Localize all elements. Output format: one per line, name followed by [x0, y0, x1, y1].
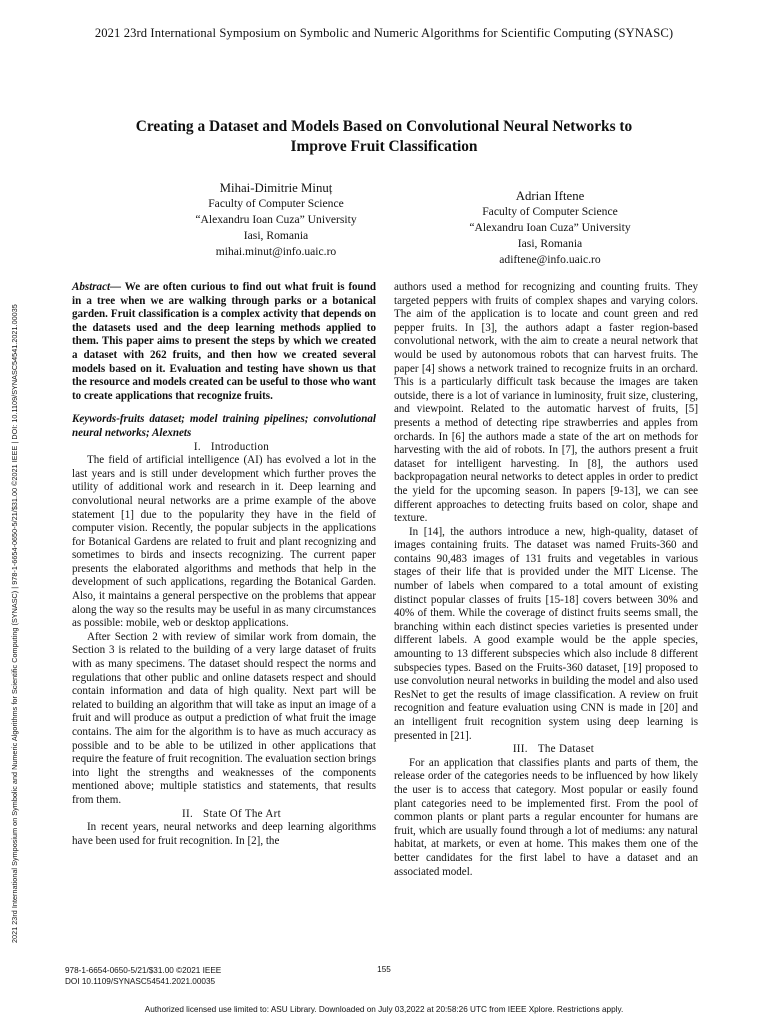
- abstract-text: We are often curious to find out what fruit is found in a tree when we are walking through parks or a botanical garden. Fruit classification is a complex activity that depends on the datasets used and the deep learning methods applied to them. This paper aims to present the steps by which we created a dataset with 262 fruits, and then how we created several models based on it. Evaluation and testing have shown us that the resource and models created can be useful to those who want to create applications that recognize fruits.: [72, 281, 376, 402]
- author-city: Iasi, Romania: [243, 229, 309, 242]
- state-of-art-paragraph: In recent years, neural networks and deep learning algorithms have been used for fruit recognition. In [2], the: [72, 821, 376, 847]
- abstract-label: Abstract—: [72, 281, 122, 293]
- state-of-art-paragraph: In [14], the authors introduce a new, high-quality, dataset of images containing fruits. The dataset was named Fruits-360 and contains 90,483 images of 131 fruits and vegetables in various stages of their life that is provided under the MIT License. The number of labels when compared to a total amount of existing distinct popular classes of fruits [15-18] covers between 30% and 40% of them. While the coverage of distinct fruits seems small, the branching within each distinct species varieties is presented under different labels. A good example would be the apple species, amounting to 13 different subspecies which also include 8 different subspecies types. Based on the Fruits-360 dataset, [19] proposed to use convolution neural networks in building the model and also used ResNet to get the results of image classification. A review on fruit recognition and feature evaluation using CNN is made in [20] and an intelligent fruit recognition system using deep learning is presented in [21].: [394, 525, 698, 742]
- conference-header: 2021 23rd International Symposium on Symbolic and Numeric Algorithms for Scientific Computing (SYNASC): [94, 26, 674, 40]
- author-name: Adrian Iftene: [515, 189, 585, 203]
- author-block-1: [136, 180, 416, 260]
- section-heading-dataset: [394, 743, 698, 757]
- author-affiliation: Faculty of Computer Science: [482, 205, 618, 218]
- author-block-2: [410, 188, 690, 268]
- intro-paragraph: After Section 2 with review of similar work from domain, the Section 3 is related to the building of a very large dataset of fruits with as many specimens. The dataset should respect the norms and regulations that other public and online datasets respect and should contain information and data of high quality. Next part will be related to building an algorithm that will take as input an image of a fruit and will produce as output a prediction of what fruit the image contains. The aim for the algorithm is to have as much accuracy as possible and to be able to be utilized in other applications that require the feature of fruit recognition. The evaluation section brings into light the strengths and weaknesses of the components mentioned above; multiple statistics and statements, that results from them.: [72, 630, 376, 806]
- footer-doi: DOI 10.1109/SYNASC54541.2021.00035: [65, 977, 216, 986]
- dataset-paragraph: For an application that classifies plants and parts of them, the release order of the categories needs to be influenced by how likely the user is to access that category. Most popular or easily found plant categories need to be implemented first. From the pool of common plants or plant parts a regular encounter for humans are fruit, which are usually found through a lot of mediums: any natural habitat, at markets, or even at home. This makes them one of the better candidates for the first label to have a dataset and an associated model.: [394, 756, 698, 878]
- section-title: State Of The Art: [203, 807, 281, 820]
- author-name: Mihai-Dimitrie Minuț: [219, 181, 333, 195]
- abstract: [72, 281, 376, 403]
- author-city: Iasi, Romania: [517, 237, 583, 250]
- intro-paragraph: The field of artificial intelligence (AI) has evolved a lot in the last years and is still under development which further proves the utility of additional work and research in it. Deep learning and convolutional neural networks are a prime example of the above statement [1] due to the popularity they have in the field of computer vision. Recently, the popular subjects in the applications for Botanical Gardens are related to fruit and plant recognizing and sometimes to birds and insects recognizing. The current paper presents the elaborated algorithms and methods that help in the development of such applications, regarding the Botanical Garden. Also, it maintains a general perspective on the problems that appear along the way so the results may be useful in as many circumstances as possible: mobile, web or desktop applications.: [72, 454, 376, 630]
- section-number: II.: [182, 807, 194, 820]
- paper-title: [60, 117, 708, 157]
- section-heading-state-of-art: [72, 808, 376, 822]
- page-number: 155: [377, 965, 391, 974]
- right-column: [394, 281, 698, 879]
- sidebar-identifier: 2021 23rd International Symposium on Symbolic and Numeric Algorithms for Scientific Computing (SYNASC) | 978-1-6654-0650-5/21/$31.00 ©2021 IEEE | DOI: 10.1109/SYNASC54541.2021.00035: [10, 304, 19, 943]
- section-title: Introduction: [210, 440, 270, 453]
- section-number: III.: [512, 743, 528, 756]
- license-notice: Authorized licensed use limited to: ASU Library. Downloaded on July 03,2022 at 20:58:26 UTC from IEEE Xplore. Restrictions apply.: [144, 1005, 624, 1014]
- left-column: [72, 281, 376, 848]
- author-email: mihai.minut@info.uaic.ro: [215, 245, 337, 258]
- section-heading-introduction: [72, 441, 376, 455]
- state-of-art-paragraph: authors used a method for recognizing and counting fruits. They targeted peppers with fruits of complex shapes and varying colors. The aim of the application is to locate and count green and red pepper fruits. In [3], the authors adapt a faster region-based convolutional network, with the aim to create a neural network that would be used by autonomous robots that can harvest fruits. The paper [4] shows a network trained to recognize fruits in an orchard. This is a particularly difficult task because the images are taken outside, there is a lot of variance in luminosity, fruit size, clustering, and viewpoint. Related to the automatic harvest of fruits, [5] presents a method of detecting ripe strawberries and apples from orchards. In [6] the authors made a state of the art on methods for harvesting with the aid of robots. In [7], the authors present a fruit dataset for intelligent harvesting. In [8], the authors used backpropagation neural networks to detect apples in order to predict the yield for the upcoming season. In papers [9-13], we can see different approaches to detecting fruits based on color, shape and texture.: [394, 281, 698, 525]
- author-email: adiftene@info.uaic.ro: [499, 253, 601, 266]
- author-university: “Alexandru Ioan Cuza” University: [469, 221, 631, 234]
- section-number: I.: [193, 440, 201, 453]
- author-university: “Alexandru Ioan Cuza” University: [195, 213, 357, 226]
- footer-isbn: 978-1-6654-0650-5/21/$31.00 ©2021 IEEE: [65, 966, 222, 975]
- author-affiliation: Faculty of Computer Science: [208, 197, 344, 210]
- title-line-1: Creating a Dataset and Models Based on Convolutional Neural Networks to: [135, 118, 633, 135]
- keywords: Keywords-fruits dataset; model training pipelines; convolutional neural networks; Alexnets: [72, 413, 376, 439]
- section-title: The Dataset: [537, 743, 595, 756]
- title-line-2: Improve Fruit Classification: [290, 138, 478, 155]
